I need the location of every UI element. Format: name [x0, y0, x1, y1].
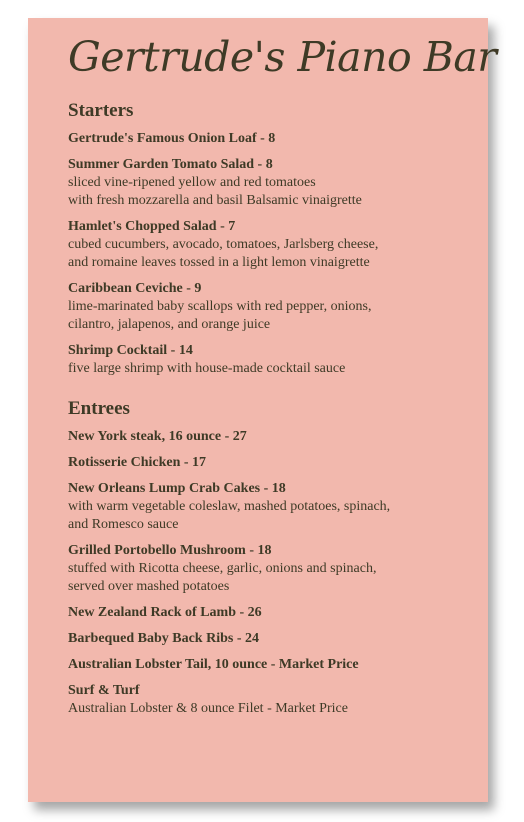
section-entrees	[68, 398, 488, 718]
item-description: and romaine leaves tossed in a light lemon vinaigrette	[68, 255, 370, 270]
item-description: and Romesco sauce	[68, 517, 179, 532]
item-description: with warm vegetable coleslaw, mashed potatoes, spinach,	[68, 499, 391, 514]
item-name: Caribbean Ceviche - 9	[68, 281, 202, 296]
item-name: Barbequed Baby Back Ribs - 24	[68, 631, 259, 646]
item-name: Surf & Turf	[68, 683, 140, 698]
item-description: cilantro, jalapenos, and orange juice	[68, 317, 271, 332]
section-heading: Entrees	[68, 398, 130, 419]
menu-title: Gertrude's Piano Bar	[68, 33, 497, 81]
menu-card	[28, 18, 497, 802]
item-name: Grilled Portobello Mushroom - 18	[68, 543, 272, 558]
section-starters	[68, 100, 488, 378]
item-description: cubed cucumbers, avocado, tomatoes, Jarlsberg cheese,	[68, 237, 379, 252]
item-name: Shrimp Cocktail - 14	[68, 343, 193, 358]
menu-item	[68, 342, 488, 378]
menu-item	[68, 656, 488, 674]
menu-item	[68, 480, 488, 534]
section-heading: Starters	[68, 100, 134, 121]
item-name: Summer Garden Tomato Salad - 8	[68, 157, 273, 172]
item-name: Hamlet's Chopped Salad - 7	[68, 219, 236, 234]
item-description: sliced vine-ripened yellow and red tomatoes	[68, 175, 316, 190]
item-name: New Zealand Rack of Lamb - 26	[68, 605, 262, 620]
item-description: stuffed with Ricotta cheese, garlic, onions and spinach,	[68, 561, 377, 576]
item-description: Australian Lobster & 8 ounce Filet - Market Price	[68, 701, 348, 716]
menu-item	[68, 428, 488, 446]
item-description: with fresh mozzarella and basil Balsamic vinaigrette	[68, 193, 362, 208]
item-name: New Orleans Lump Crab Cakes - 18	[68, 481, 286, 496]
item-name: Gertrude's Famous Onion Loaf - 8	[68, 131, 276, 146]
menu-item	[68, 218, 488, 272]
item-description: served over mashed potatoes	[68, 579, 230, 594]
menu-item	[68, 630, 488, 648]
item-name: Rotisserie Chicken - 17	[68, 455, 207, 470]
menu-item	[68, 280, 488, 334]
menu-item	[68, 454, 488, 472]
item-description: lime-marinated baby scallops with red pepper, onions,	[68, 299, 372, 314]
item-description: five large shrimp with house-made cocktail sauce	[68, 361, 346, 376]
menu-item	[68, 542, 488, 596]
item-name: New York steak, 16 ounce - 27	[68, 429, 247, 444]
item-name: Australian Lobster Tail, 10 ounce - Market Price	[68, 657, 359, 672]
menu-item	[68, 130, 488, 148]
menu-item	[68, 682, 488, 718]
menu-item	[68, 156, 488, 210]
menu-item	[68, 604, 488, 622]
